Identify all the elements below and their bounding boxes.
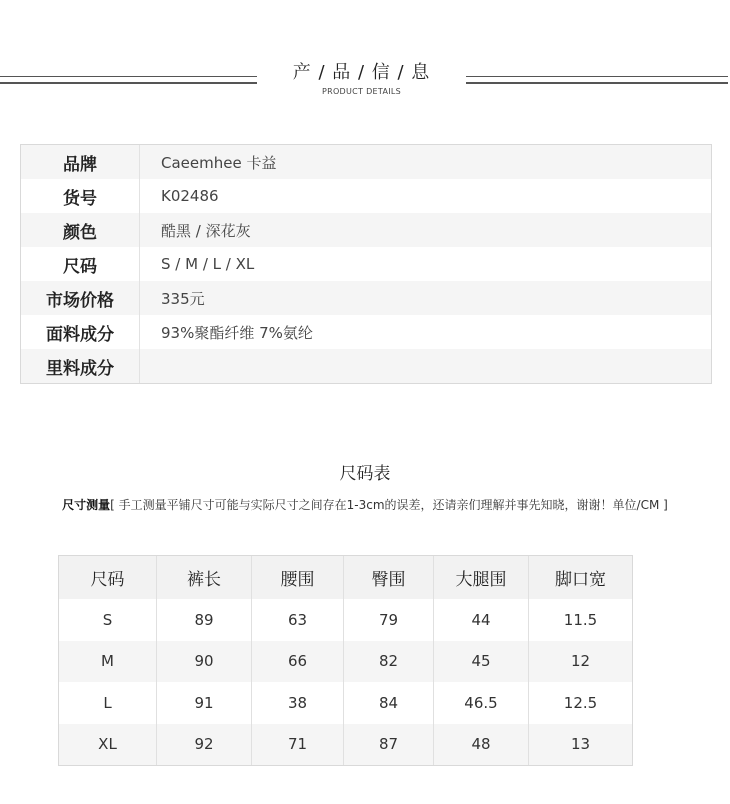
size-chart-header-row — [59, 556, 632, 599]
table-cell: 82 — [343, 641, 433, 683]
section-header — [0, 58, 730, 102]
column-header: 腰围 — [251, 556, 343, 599]
table-cell: 89 — [156, 599, 251, 641]
info-value: 93%聚酯纤维 7%氨纶 — [139, 315, 711, 349]
table-cell: 45 — [433, 641, 528, 683]
info-label: 颜色 — [63, 222, 97, 243]
column-header: 脚口宽 — [528, 556, 632, 599]
table-cell: 48 — [433, 724, 528, 766]
table-cell: 46.5 — [433, 682, 528, 724]
info-value: S / M / L / XL — [139, 247, 711, 281]
table-cell: 91 — [156, 682, 251, 724]
table-cell: 44 — [433, 599, 528, 641]
section-title: 产 / 品 / 信 / 息 — [292, 62, 431, 83]
header-rule-right — [466, 76, 728, 84]
column-header: 大腿围 — [433, 556, 528, 599]
table-cell: 87 — [343, 724, 433, 766]
table-row — [59, 599, 632, 641]
table-cell: 71 — [251, 724, 343, 766]
measurement-note-text: [ 手工测量平铺尺寸可能与实际尺寸之间存在1-3cm的误差，还请亲们理解并事先知晓，谢谢！单位/CM ] — [110, 498, 668, 512]
info-value — [139, 349, 711, 383]
size-chart-title: 尺码表 — [339, 464, 391, 484]
header-rule-left — [0, 76, 257, 84]
table-cell: 38 — [251, 682, 343, 724]
info-row-brand — [21, 145, 711, 179]
table-cell: 13 — [528, 724, 632, 766]
info-row-lining — [21, 349, 711, 383]
table-cell: 63 — [251, 599, 343, 641]
table-row — [59, 724, 632, 766]
info-value: 335元 — [139, 281, 711, 315]
column-header: 臀围 — [343, 556, 433, 599]
measurement-note — [0, 496, 730, 513]
table-cell: 12 — [528, 641, 632, 683]
table-cell: 11.5 — [528, 599, 632, 641]
column-header: 尺码 — [90, 570, 125, 590]
measurement-note-label: 尺寸测量 — [62, 498, 111, 512]
info-row-color — [21, 213, 711, 247]
info-label: 面料成分 — [46, 324, 114, 345]
section-subtitle: PRODUCT DETAILS — [321, 87, 402, 96]
table-row — [59, 641, 632, 683]
info-value: K02486 — [139, 179, 711, 213]
info-label: 尺码 — [63, 256, 97, 277]
table-cell: 92 — [156, 724, 251, 766]
table-cell: 79 — [343, 599, 433, 641]
table-row — [59, 682, 632, 724]
info-label: 市场价格 — [46, 290, 114, 311]
table-cell: M — [101, 652, 114, 671]
info-label: 里料成分 — [46, 358, 114, 379]
table-cell: 84 — [343, 682, 433, 724]
info-label: 货号 — [63, 188, 97, 209]
product-info-table — [20, 144, 712, 384]
table-cell: 90 — [156, 641, 251, 683]
info-row-size — [21, 247, 711, 281]
column-header: 裤长 — [156, 556, 251, 599]
info-row-item-number — [21, 179, 711, 213]
info-value: Caeemhee 卡益 — [139, 145, 711, 179]
table-cell: XL — [98, 735, 117, 754]
info-label: 品牌 — [63, 154, 97, 175]
table-cell: S — [102, 610, 113, 629]
size-chart-table — [58, 555, 633, 766]
info-row-fabric — [21, 315, 711, 349]
table-cell: 66 — [251, 641, 343, 683]
table-cell: 12.5 — [528, 682, 632, 724]
info-value: 酷黑 / 深花灰 — [139, 213, 711, 247]
table-cell: L — [103, 693, 112, 712]
info-row-price — [21, 281, 711, 315]
